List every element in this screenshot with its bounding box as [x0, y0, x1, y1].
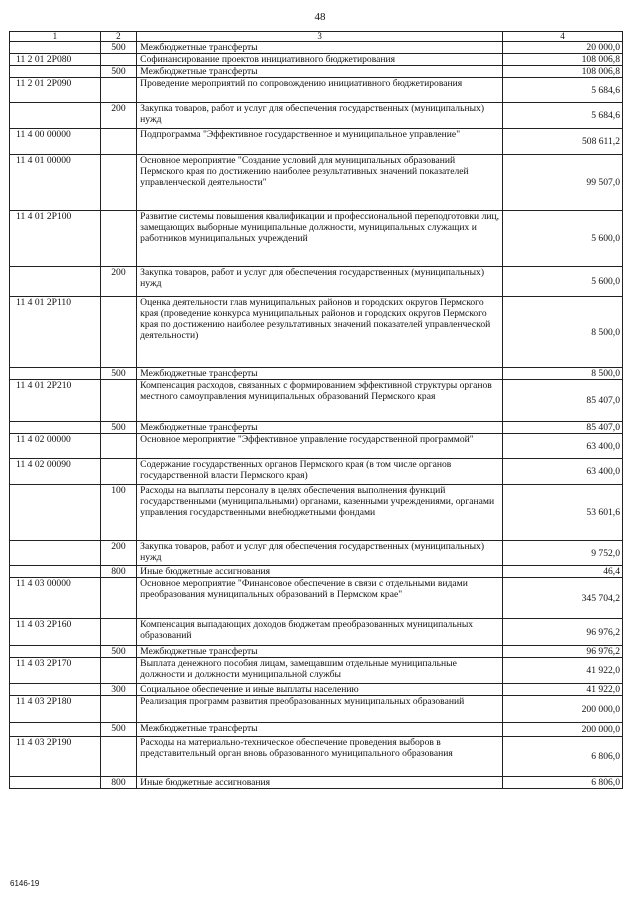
row-name: Межбюджетные трансферты	[137, 66, 503, 78]
budget-table	[9, 31, 623, 789]
row-amount: 20 000,0	[503, 42, 623, 54]
row-name: Содержание государственных органов Пермского края (в том числе органов государственной власти Пермского края)	[137, 459, 503, 485]
row-amount: 96 976,2	[503, 646, 623, 658]
row-code	[10, 777, 101, 789]
row-name: Расходы на материально-техническое обеспечение проведения выборов в представительный орган вновь образованного муниципального образования	[137, 737, 503, 777]
row-code: 11 2 01 2P090	[10, 78, 101, 103]
row-code: 11 4 03 00000	[10, 578, 101, 619]
row-amount: 6 806,0	[503, 737, 623, 777]
table-row	[10, 434, 623, 459]
table-row	[10, 646, 623, 658]
page-number: 48	[314, 11, 326, 23]
row-amount: 108 006,8	[503, 54, 623, 66]
table-row	[10, 54, 623, 66]
row-code: 11 4 00 00000	[10, 129, 101, 155]
row-amount: 9 752,0	[503, 541, 623, 566]
row-name: Иные бюджетные ассигнования	[137, 566, 503, 578]
row-expense-type	[100, 658, 136, 684]
row-code: 11 4 03 2P190	[10, 737, 101, 777]
row-amount: 200 000,0	[503, 723, 623, 737]
row-expense-type	[100, 297, 136, 368]
row-code: 11 4 02 00090	[10, 459, 101, 485]
table-row	[10, 737, 623, 777]
table-row	[10, 368, 623, 380]
row-code	[10, 541, 101, 566]
row-amount: 41 922,0	[503, 658, 623, 684]
table-row	[10, 696, 623, 723]
table-row	[10, 211, 623, 267]
row-code: 11 2 01 2P080	[10, 54, 101, 66]
table-row	[10, 578, 623, 619]
row-name: Межбюджетные трансферты	[137, 42, 503, 54]
row-amount: 5 684,6	[503, 78, 623, 103]
table-row	[10, 619, 623, 646]
row-code	[10, 66, 101, 78]
row-name: Проведение мероприятий по сопровождению инициативного бюджетирования	[137, 78, 503, 103]
row-name: Закупка товаров, работ и услуг для обеспечения государственных (муниципальных) нужд	[137, 267, 503, 297]
row-code	[10, 723, 101, 737]
row-amount: 99 507,0	[503, 155, 623, 211]
table-row	[10, 42, 623, 54]
document-code: 6146-19	[10, 879, 40, 888]
row-code	[10, 422, 101, 434]
row-expense-type	[100, 434, 136, 459]
row-name: Компенсация расходов, связанных с формированием эффективной структуры органов местного самоуправления муниципальных образований Пермского края	[137, 380, 503, 422]
row-amount: 6 806,0	[503, 777, 623, 789]
table-row	[10, 66, 623, 78]
row-code	[10, 267, 101, 297]
row-expense-type: 300	[100, 684, 136, 696]
row-code	[10, 646, 101, 658]
row-amount: 5 600,0	[503, 211, 623, 267]
table-row	[10, 566, 623, 578]
row-amount: 53 601,6	[503, 485, 623, 541]
row-code	[10, 368, 101, 380]
table-row	[10, 723, 623, 737]
column-header-1: 1	[10, 32, 101, 42]
row-amount: 41 922,0	[503, 684, 623, 696]
row-expense-type	[100, 459, 136, 485]
table-row	[10, 658, 623, 684]
table-row	[10, 777, 623, 789]
row-expense-type: 200	[100, 103, 136, 129]
row-expense-type: 100	[100, 485, 136, 541]
column-header-2: 2	[100, 32, 136, 42]
row-amount: 85 407,0	[503, 422, 623, 434]
row-name: Развитие системы повышения квалификации и профессиональной переподготовки лиц, замещающих выборные муниципальные должности, муниципальных служащих и работников муниципальных учреждений	[137, 211, 503, 267]
row-amount: 63 400,0	[503, 459, 623, 485]
column-header-4: 4	[503, 32, 623, 42]
row-amount: 8 500,0	[503, 368, 623, 380]
row-name: Подпрограмма "Эффективное государственное и муниципальное управление"	[137, 129, 503, 155]
table-row	[10, 380, 623, 422]
row-expense-type	[100, 737, 136, 777]
table-row	[10, 155, 623, 211]
row-name: Межбюджетные трансферты	[137, 646, 503, 658]
row-code	[10, 103, 101, 129]
row-amount: 5 600,0	[503, 267, 623, 297]
row-name: Софинансирование проектов инициативного бюджетирования	[137, 54, 503, 66]
row-code	[10, 42, 101, 54]
table-row	[10, 422, 623, 434]
row-amount: 508 611,2	[503, 129, 623, 155]
row-name: Выплата денежного пособия лицам, замещавшим отдельные муниципальные должности и должности муниципальной службы	[137, 658, 503, 684]
row-amount: 200 000,0	[503, 696, 623, 723]
row-expense-type	[100, 211, 136, 267]
row-amount: 46,4	[503, 566, 623, 578]
table-row	[10, 459, 623, 485]
row-name: Основное мероприятие "Эффективное управление государственной программой"	[137, 434, 503, 459]
row-code: 11 4 03 2P180	[10, 696, 101, 723]
row-code	[10, 684, 101, 696]
row-expense-type	[100, 696, 136, 723]
row-name: Закупка товаров, работ и услуг для обеспечения государственных (муниципальных) нужд	[137, 103, 503, 129]
row-code	[10, 485, 101, 541]
table-row	[10, 103, 623, 129]
table-row	[10, 78, 623, 103]
row-expense-type: 500	[100, 646, 136, 658]
row-expense-type	[100, 155, 136, 211]
row-name: Оценка деятельности глав муниципальных районов и городских округов Пермского края (проведение конкурса муниципальных районов и городских округов Пермского края по достижению наиболее результативных значений показателей управленческой деятельности)	[137, 297, 503, 368]
row-expense-type: 200	[100, 541, 136, 566]
row-expense-type: 500	[100, 368, 136, 380]
table-row	[10, 297, 623, 368]
row-code	[10, 566, 101, 578]
row-expense-type: 800	[100, 566, 136, 578]
row-amount: 5 684,6	[503, 103, 623, 129]
row-amount: 8 500,0	[503, 297, 623, 368]
row-amount: 63 400,0	[503, 434, 623, 459]
row-expense-type: 500	[100, 66, 136, 78]
row-code: 11 4 03 2P160	[10, 619, 101, 646]
row-expense-type: 500	[100, 42, 136, 54]
row-name: Иные бюджетные ассигнования	[137, 777, 503, 789]
row-code: 11 4 02 00000	[10, 434, 101, 459]
row-expense-type	[100, 54, 136, 66]
row-code: 11 4 03 2P170	[10, 658, 101, 684]
row-expense-type	[100, 619, 136, 646]
row-name: Реализация программ развития преобразованных муниципальных образований	[137, 696, 503, 723]
row-name: Компенсация выпадающих доходов бюджетам преобразованных муниципальных образований	[137, 619, 503, 646]
row-name: Основное мероприятие "Финансовое обеспечение в связи с отдельными видами преобразования муниципальных образований в Пермском крае"	[137, 578, 503, 619]
row-expense-type	[100, 78, 136, 103]
table-header-row	[10, 32, 623, 42]
row-expense-type	[100, 578, 136, 619]
row-expense-type: 500	[100, 723, 136, 737]
row-name: Расходы на выплаты персоналу в целях обеспечения выполнения функций государственными (муниципальными) органами, казенными учреждениями, органами управления государственными внебюджетными фондами	[137, 485, 503, 541]
row-code: 11 4 01 2P110	[10, 297, 101, 368]
table-row	[10, 541, 623, 566]
row-name: Основное мероприятие "Создание условий для муниципальных образований Пермского края по достижению наиболее результативных значений показателей управленческой деятельности"	[137, 155, 503, 211]
row-name: Межбюджетные трансферты	[137, 723, 503, 737]
table-row	[10, 267, 623, 297]
table-row	[10, 129, 623, 155]
row-code: 11 4 01 00000	[10, 155, 101, 211]
row-expense-type	[100, 129, 136, 155]
row-amount: 96 976,2	[503, 619, 623, 646]
row-code: 11 4 01 2P210	[10, 380, 101, 422]
column-header-3: 3	[137, 32, 503, 42]
row-expense-type	[100, 380, 136, 422]
row-name: Межбюджетные трансферты	[137, 368, 503, 380]
table-body	[10, 42, 623, 789]
row-amount: 85 407,0	[503, 380, 623, 422]
table-row	[10, 684, 623, 696]
row-expense-type: 200	[100, 267, 136, 297]
row-expense-type: 500	[100, 422, 136, 434]
row-name: Межбюджетные трансферты	[137, 422, 503, 434]
row-expense-type: 800	[100, 777, 136, 789]
row-code: 11 4 01 2P100	[10, 211, 101, 267]
row-name: Социальное обеспечение и иные выплаты населению	[137, 684, 503, 696]
row-name: Закупка товаров, работ и услуг для обеспечения государственных (муниципальных) нужд	[137, 541, 503, 566]
row-amount: 345 704,2	[503, 578, 623, 619]
table-row	[10, 485, 623, 541]
row-amount: 108 006,8	[503, 66, 623, 78]
